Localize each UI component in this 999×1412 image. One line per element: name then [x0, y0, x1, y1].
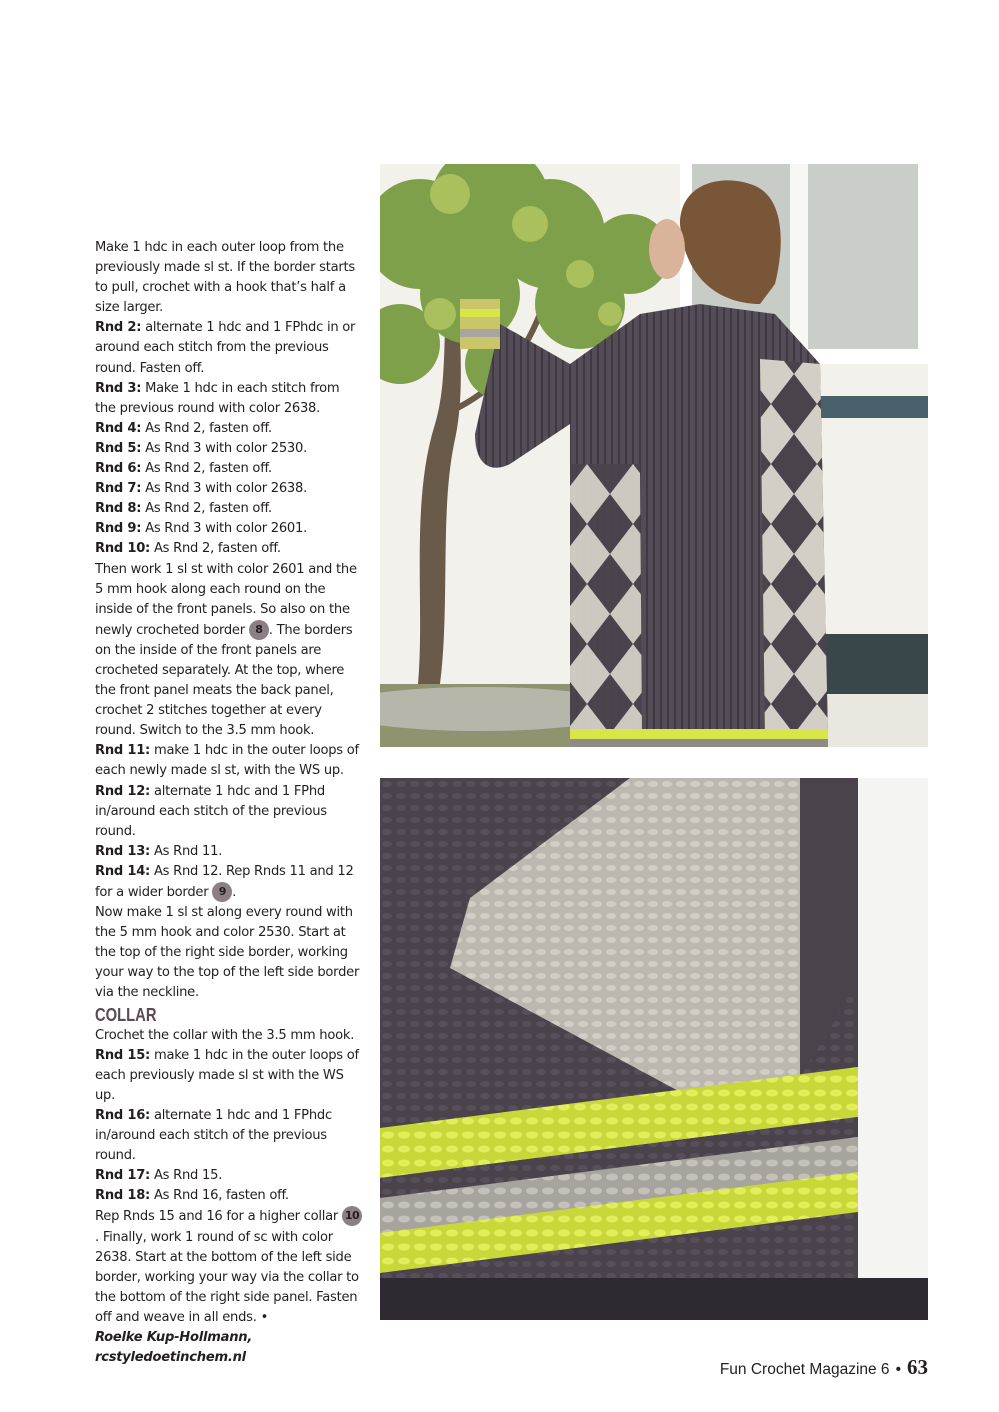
page-number: 63 — [907, 1355, 928, 1379]
round-instruction — [95, 782, 363, 842]
round-label: Rnd 13: — [95, 843, 151, 859]
round-text: As Rnd 3 with color 2638. — [145, 481, 307, 497]
step-badge-10: 10 — [342, 1206, 362, 1226]
finally-text: . Finally, work 1 round of sc with color 2638. Start at the bottom of the left side border, working your way via the collar to the bottom of the right side panel. Fasten off and weave in all ends. — [95, 1229, 359, 1325]
round-text: alternate 1 hdc and 1 FPhdc in or around each stitch from the previous round. Fasten off. — [95, 320, 356, 376]
round-instruction — [95, 439, 363, 459]
photo-woman-illustration — [380, 164, 928, 747]
round-label: Rnd 7: — [95, 481, 142, 497]
round-instruction — [95, 519, 363, 539]
round-text: make 1 hdc in the outer loops of each previously made sl st with the WS up. — [95, 1047, 359, 1103]
designer-credit: Roelke Kup-Hollmann, — [95, 1329, 253, 1345]
round-text: As Rnd 2, fasten off. — [145, 420, 272, 436]
end-mark: • — [260, 1309, 269, 1325]
round-label: Rnd 15: — [95, 1047, 151, 1063]
round-list — [95, 318, 363, 559]
round-text: alternate 1 hdc and 1 FPhd in/around each stitch of the previous round. — [95, 783, 327, 839]
round-label: Rnd 3: — [95, 380, 142, 396]
round-label: Rnd 14: — [95, 863, 151, 879]
round-list — [95, 1046, 363, 1207]
round-label: Rnd 10: — [95, 541, 151, 557]
round-instruction — [95, 499, 363, 519]
round-text: As Rnd 3 with color 2601. — [145, 521, 307, 537]
round-instruction — [95, 539, 363, 559]
page-footer — [720, 1355, 928, 1380]
footer-bullet: • — [895, 1361, 901, 1378]
round-text: As Rnd 16, fasten off. — [153, 1188, 289, 1204]
round-label: Rnd 18: — [95, 1188, 151, 1204]
round-text: As Rnd 2, fasten off. — [145, 461, 272, 477]
collar-heading: COLLAR — [95, 1004, 157, 1025]
step-badge-8: 8 — [249, 620, 269, 640]
intro-paragraph: Make 1 hdc in each outer loop from the previously made sl st. If the border starts to pull, crochet with a hook that’s half a size larger. — [95, 240, 355, 316]
round-instruction — [95, 1046, 363, 1106]
round-text: alternate 1 hdc and 1 FPhdc in/around each stitch of the previous round. — [95, 1107, 332, 1164]
photo-closeup-illustration — [380, 778, 928, 1320]
round-instruction — [95, 318, 363, 378]
round-text: As Rnd 2, fasten off. — [153, 541, 281, 557]
round-text: make 1 hdc in the outer loops of each newly made sl st, with the WS up. — [95, 743, 359, 779]
round-text: As Rnd 15. — [153, 1168, 223, 1184]
round-label: Rnd 2: — [95, 320, 142, 336]
designer-website: rcstyledoetinchem.nl — [95, 1350, 246, 1366]
then-work-text-cont: . The borders on the inside of the front panels are crocheted separately. At the top, where the front panel meats the back panel, crochet 2 stitches together at every round. Switch to the 3.5 mm hook. — [95, 622, 353, 739]
step-badge-9: 9 — [212, 882, 232, 902]
round-instruction — [95, 1106, 363, 1166]
round-instruction — [95, 419, 363, 439]
round-label: Rnd 5: — [95, 440, 142, 456]
round-text-end: . — [232, 885, 237, 900]
photo-border-closeup — [380, 778, 928, 1320]
then-work-paragraph — [95, 560, 363, 742]
round-label: Rnd 9: — [95, 521, 142, 537]
now-make-paragraph: Now make 1 sl st along every round with the 5 mm hook and color 2530. Start at the top of the right side border, working your way to the top of the left side border via the neckline. — [95, 905, 360, 1001]
round-instruction — [95, 379, 363, 419]
round-text: As Rnd 3 with color 2530. — [145, 440, 307, 456]
round-text: As Rnd 12. Rep Rnds 11 and 12 for a wider border — [95, 863, 354, 900]
round-text: As Rnd 11. — [153, 843, 223, 859]
round-instruction — [95, 1186, 363, 1206]
round-list — [95, 741, 363, 862]
round-label: Rnd 12: — [95, 783, 151, 799]
then-work-text: Then work 1 sl st with color 2601 and the 5 mm hook along each round on the inside of the front panels. So also on the newly crocheted border — [95, 561, 357, 638]
round-text: As Rnd 2, fasten off. — [145, 501, 272, 517]
photo-woman-in-cardigan — [380, 164, 928, 747]
round-label: Rnd 16: — [95, 1107, 151, 1123]
round-label: Rnd 8: — [95, 501, 142, 517]
round-instruction — [95, 1166, 363, 1186]
collar-rep-text: Rep Rnds 15 and 16 for a higher collar — [95, 1209, 339, 1225]
round-label: Rnd 4: — [95, 420, 142, 436]
round-text: Make 1 hdc in each stitch from the previous round with color 2638. — [95, 380, 340, 416]
collar-rep-paragraph — [95, 1206, 363, 1227]
round-instruction — [95, 459, 363, 479]
finally-paragraph — [95, 1228, 363, 1328]
collar-intro: Crochet the collar with the 3.5 mm hook. — [95, 1027, 355, 1043]
round-instruction — [95, 862, 363, 903]
round-instruction — [95, 479, 363, 499]
round-label: Rnd 17: — [95, 1168, 151, 1184]
magazine-title: Fun Crochet Magazine 6 — [719, 1361, 890, 1378]
round-instruction — [95, 842, 363, 862]
pattern-column — [95, 238, 363, 1368]
round-label: Rnd 11: — [95, 743, 151, 759]
round-instruction — [95, 741, 363, 781]
round-label: Rnd 6: — [95, 461, 142, 477]
